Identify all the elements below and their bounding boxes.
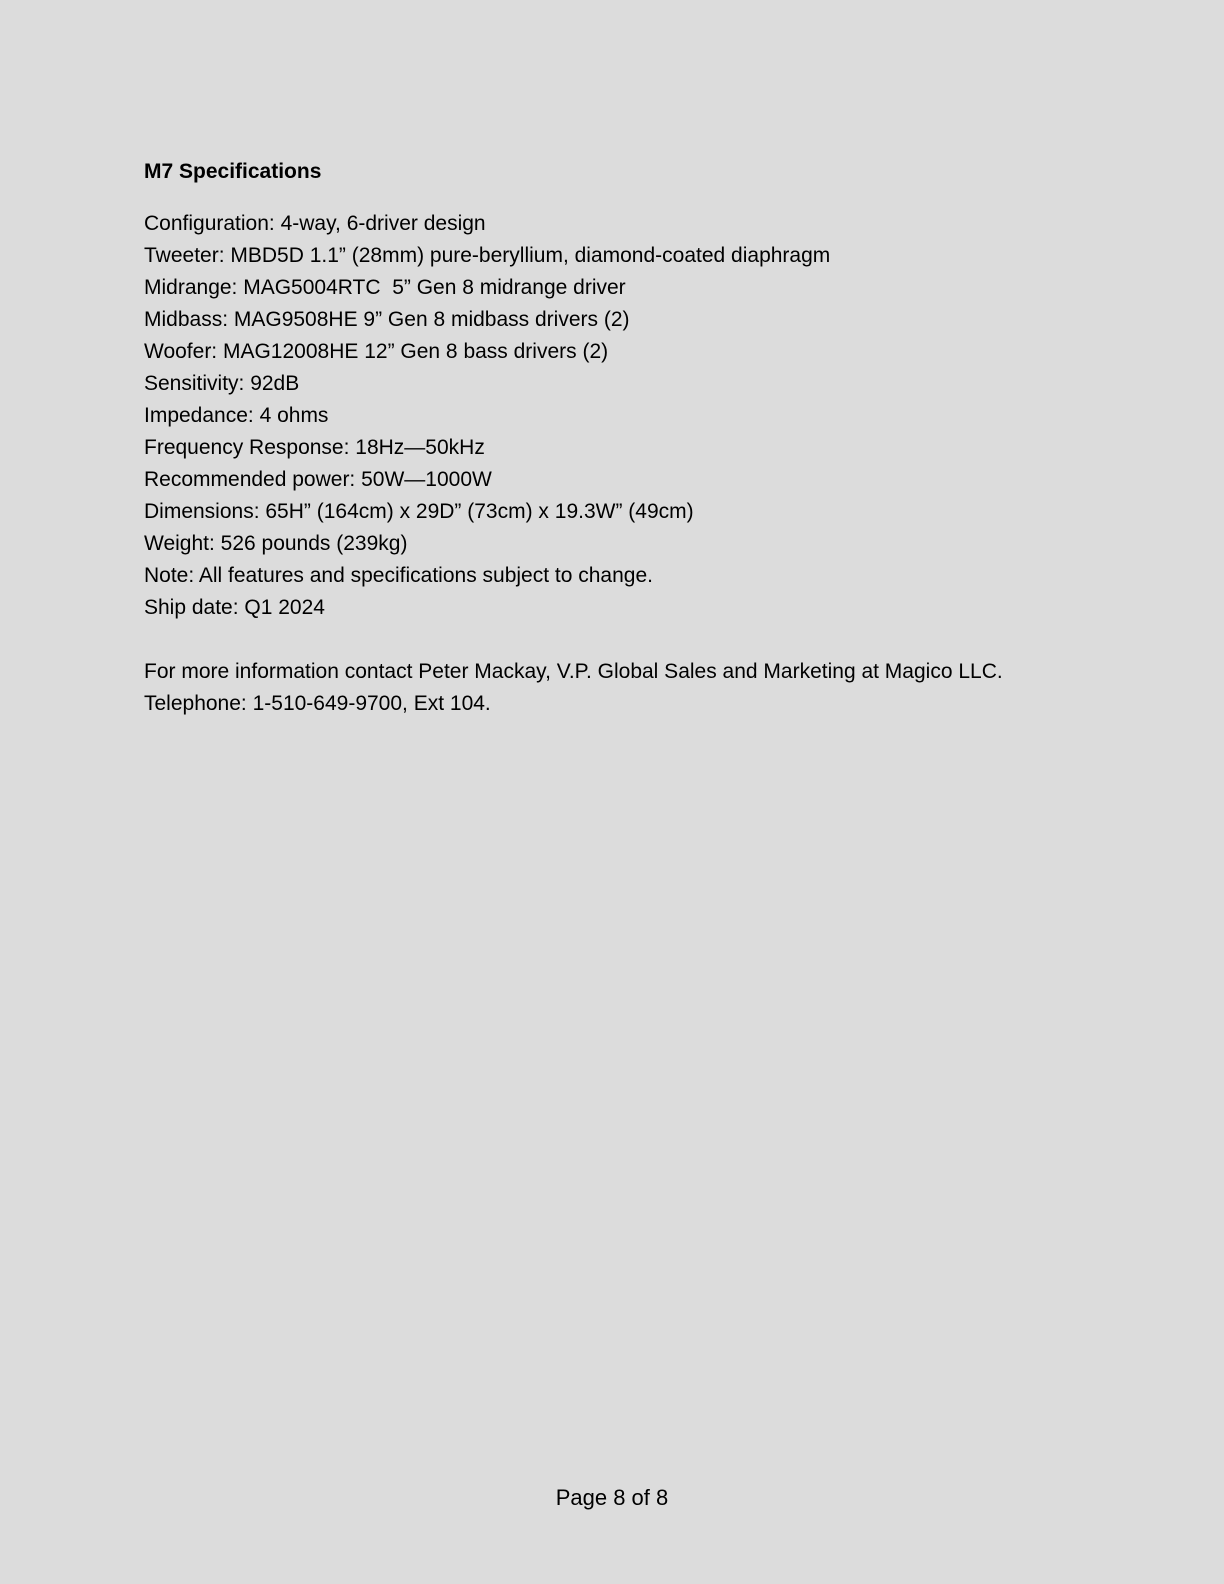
spec-recommended-power: Recommended power: 50W—1000W <box>144 468 492 491</box>
spec-configuration: Configuration: 4-way, 6-driver design <box>144 212 486 235</box>
spec-woofer: Woofer: MAG12008HE 12” Gen 8 bass drivers (2) <box>144 340 609 363</box>
spec-note: Note: All features and specifications subject to change. <box>144 564 653 587</box>
spec-impedance: Impedance: 4 ohms <box>144 404 329 427</box>
contact-telephone: Telephone: 1-510-649-9700, Ext 104. <box>144 692 491 715</box>
spec-midbass: Midbass: MAG9508HE 9” Gen 8 midbass drivers (2) <box>144 308 630 331</box>
contact-info: For more information contact Peter Mackay, V.P. Global Sales and Marketing at Magico LLC. <box>144 660 1003 683</box>
spec-ship-date: Ship date: Q1 2024 <box>144 596 325 619</box>
spec-midrange: Midrange: MAG5004RTC 5” Gen 8 midrange driver <box>144 276 626 299</box>
page-title: M7 Specifications <box>144 160 322 183</box>
page-number: Page 8 of 8 <box>555 1485 669 1510</box>
page-content <box>144 156 1104 720</box>
spec-weight: Weight: 526 pounds (239kg) <box>144 532 408 555</box>
spec-list <box>144 208 1104 624</box>
spec-sensitivity: Sensitivity: 92dB <box>144 372 300 395</box>
contact-block <box>144 656 1104 720</box>
spec-frequency-response: Frequency Response: 18Hz—50kHz <box>144 436 485 459</box>
spec-tweeter: Tweeter: MBD5D 1.1” (28mm) pure-beryllium, diamond-coated diaphragm <box>144 244 831 267</box>
spec-dimensions: Dimensions: 65H” (164cm) x 29D” (73cm) x 19.3W” (49cm) <box>144 500 694 523</box>
